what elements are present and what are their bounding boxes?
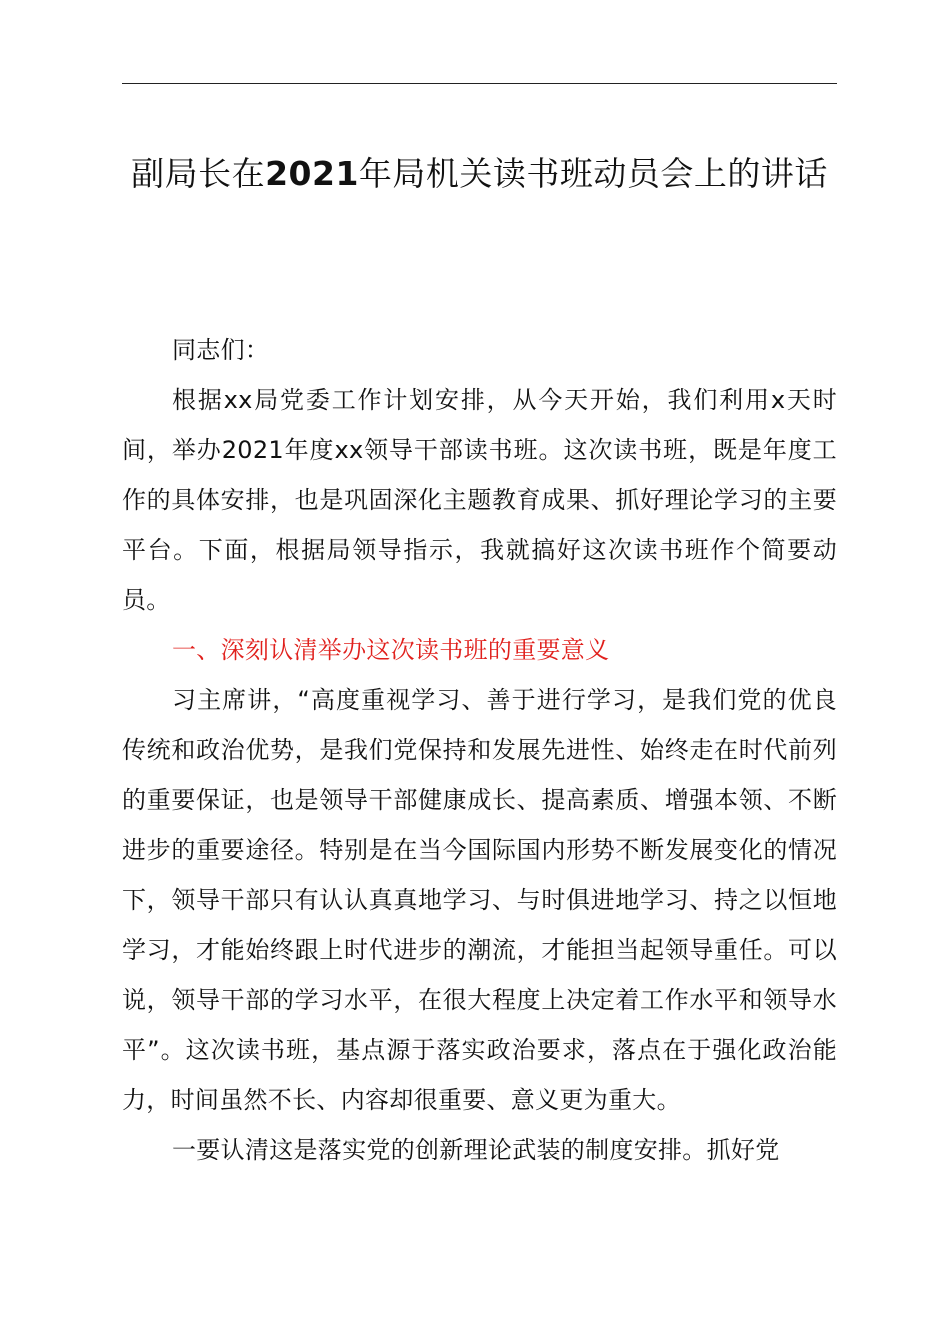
intro-paragraph: 根据xx局党委工作计划安排，从今天开始，我们利用x天时间，举办2021年度xx领导干部读书班。这次读书班，既是年度工作的具体安排，也是巩固深化主题教育成果、抓好理论学习的主要平台。下面，根据局领导指示，我就搞好这次读书班作个简要动员。 <box>122 386 837 614</box>
salutation: 同志们： <box>172 336 270 364</box>
document-title <box>122 150 837 198</box>
section-paragraph: 一要认清这是落实党的创新理论武装的制度安排。抓好党 <box>172 1136 780 1164</box>
title-prefix: 副局长在 <box>131 154 266 193</box>
section-paragraph: 习主席讲，“高度重视学习、善于进行学习，是我们党的优良传统和政治优势，是我们党保持和发展先进性、始终走在时代前列的重要保证，也是领导干部健康成长、提高素质、增强本领、不断进步的重要途径。特别是在当今国际国内形势不断发展变化的情况下，领导干部只有认认真真地学习、与时俱进地学习、持之以恒地学习，才能始终跟上时代进步的潮流，才能担当起领导重任。可以说，领导干部的学习水平，在很大程度上决定着工作水平和领导水平”。这次读书班，基点源于落实政治要求，落点在于强化政治能力，时间虽然不长、内容却很重要、意义更为重大。 <box>122 686 837 1114</box>
title-year: 2021 <box>265 154 359 193</box>
header-rule <box>122 83 837 84</box>
document-body <box>122 325 837 1175</box>
section-heading: 一、深刻认清举办这次读书班的重要意义 <box>172 636 610 664</box>
title-suffix: 年局机关读书班动员会上的讲话 <box>358 154 828 193</box>
